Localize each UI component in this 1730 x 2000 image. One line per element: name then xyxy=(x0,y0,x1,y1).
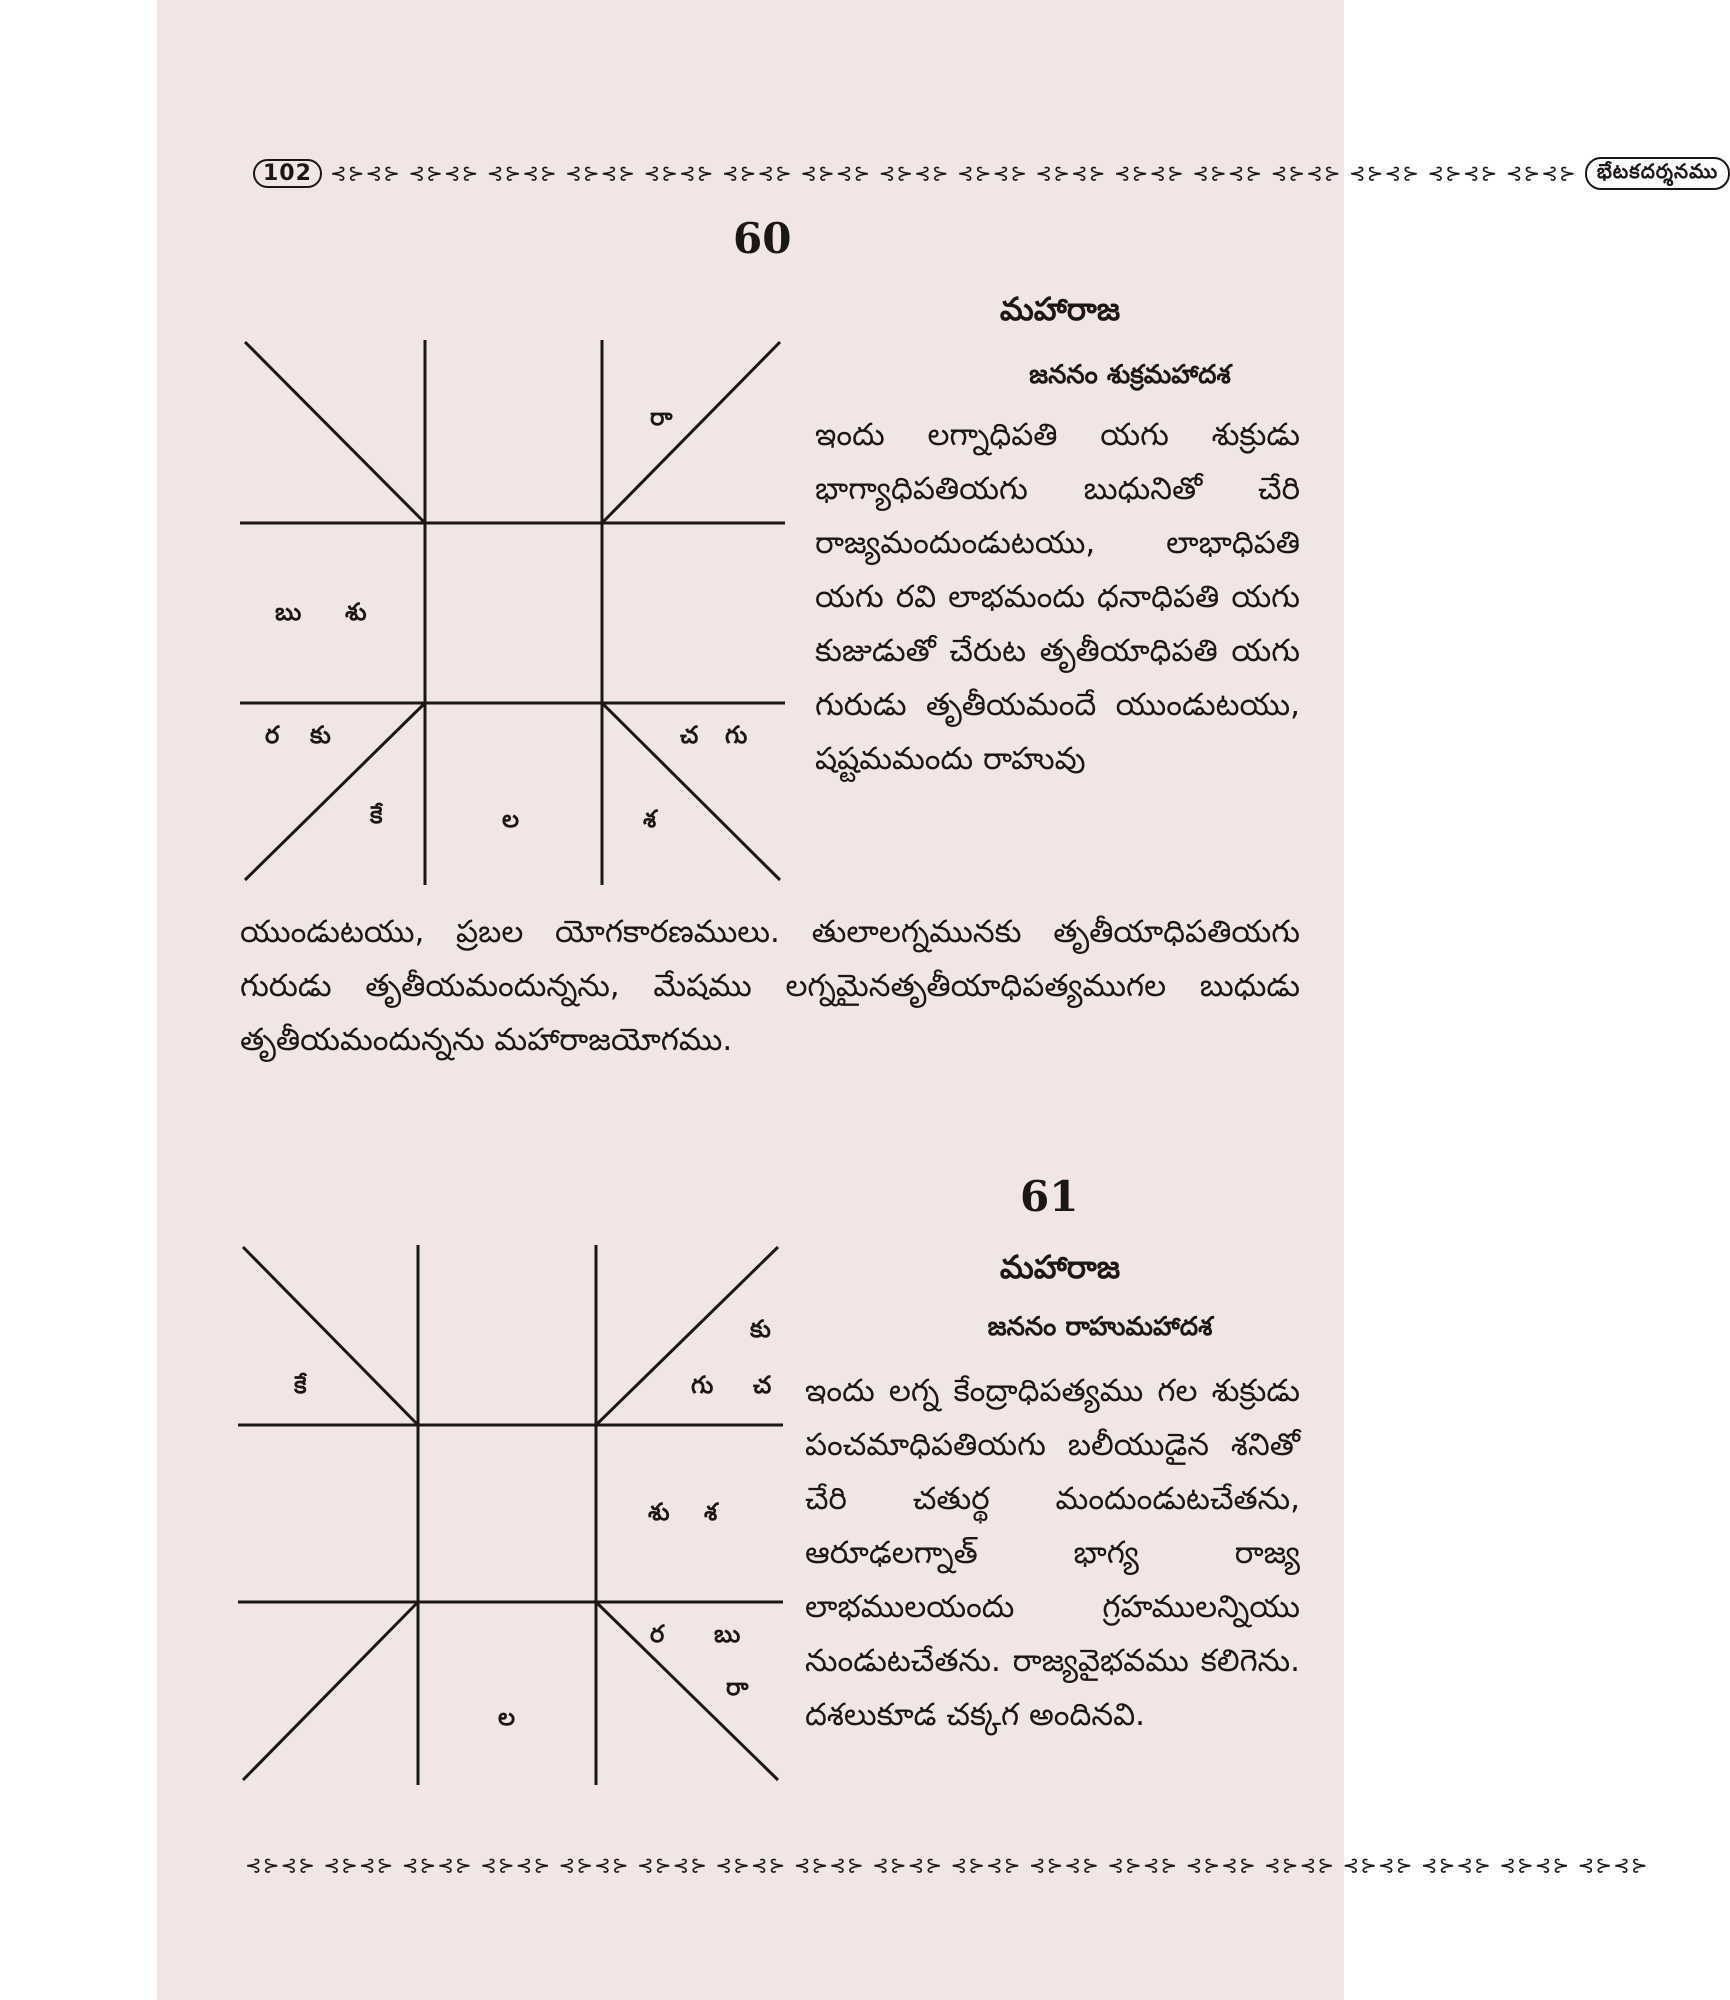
chart60-ra: ర xyxy=(265,721,280,749)
entry-60-number: 60 xyxy=(733,214,792,263)
chart60-gu: గు xyxy=(725,721,748,749)
footer-border xyxy=(245,1848,1649,1882)
footer-ornament: ⊰⊱⊰⊱ ⊰⊱⊰⊱ ⊰⊱⊰⊱ ⊰⊱⊰⊱ ⊰⊱⊰⊱ ⊰⊱⊰⊱ ⊰⊱⊰⊱ ⊰⊱⊰⊱ ⊰⊱⊰⊱ ⊰⊱⊰⊱ ⊰⊱⊰⊱ ⊰⊱⊰⊱ ⊰⊱⊰⊱ ⊰⊱⊰⊱ ⊰⊱⊰⊱ ⊰⊱⊰⊱ ⊰⊱⊰⊱ ⊰⊱⊰⊱ xyxy=(245,1853,1649,1877)
chart60-sha: శ xyxy=(643,805,657,833)
entry-61-horoscope-chart xyxy=(238,1245,783,1785)
chart61-cha: చ xyxy=(753,1371,772,1399)
chart61-sha: శ xyxy=(704,1498,718,1526)
entry-61-title: మహారాజ xyxy=(999,1248,1121,1286)
chart61-la: ల xyxy=(498,1703,516,1731)
chart60-la: ల xyxy=(502,805,520,833)
chart61-bu: బు xyxy=(714,1620,741,1648)
chart60-shu: శు xyxy=(345,598,367,626)
chart60-cha: చ xyxy=(680,721,699,749)
chart60-ku: కు xyxy=(310,721,331,749)
page-number: 102 xyxy=(253,159,322,188)
entry-60-subtitle: జననం శుక్రమహాదశ xyxy=(1029,360,1231,390)
header-ornament: ⊰⊱⊰⊱ ⊰⊱⊰⊱ ⊰⊱⊰⊱ ⊰⊱⊰⊱ ⊰⊱⊰⊱ ⊰⊱⊰⊱ ⊰⊱⊰⊱ ⊰⊱⊰⊱ ⊰⊱⊰⊱ ⊰⊱⊰⊱ ⊰⊱⊰⊱ ⊰⊱⊰⊱ ⊰⊱⊰⊱ ⊰⊱⊰⊱ ⊰⊱⊰⊱ ⊰⊱⊰⊱ xyxy=(329,161,1577,185)
chart61-gu: గు xyxy=(691,1371,714,1399)
chart61-ra-long: రా xyxy=(726,1673,749,1701)
chart60-ra-top: రా xyxy=(650,403,673,431)
entry-60-paragraph-full: యుండుటయు, ప్రబల యోగకారణములు. తులాలగ్నమునకు తృతీయాధిపతియగు గురుడు తృతీయమందున్నను, మేషము లగ్నమైనతృతీయాధిపత్యముగల బుధుడు తృతీయమందున్నను మహారాజయోగము. xyxy=(240,914,1300,1058)
chart61-ke: కే xyxy=(294,1371,307,1399)
entry-61-number: 61 xyxy=(1020,1172,1079,1221)
entry-60-title: మహారాజ xyxy=(999,290,1121,328)
entry-60-paragraph-side: ఇందు లగ్నాధిపతి యగు శుక్రుడు భాగ్యాధిపతియగు బుధునితో చేరి రాజ్యమందుండుటయు, లాభాధిపతి యగు రవి లాభమందు ధనాధిపతి యగు కుజుడుతో చేరుట తృతీయాధిపతి యగు గురుడు తృతీయమందే యుండుటయు, షష్టమమందు రాహువు xyxy=(815,417,1300,777)
book-title: భేటకదర్శనము xyxy=(1585,157,1730,190)
header-border xyxy=(245,156,1719,190)
chart61-ra: ర xyxy=(650,1620,665,1648)
entry-61-paragraph: ఇందు లగ్న కేంద్రాధిపత్యము గల శుక్రుడు పంచమాధిపతియగు బలీయుడైన శనితో చేరి చతుర్థ మందుండుటచేతను, ఆరూఢలగ్నాత్ భాగ్య రాజ్య లాభములయందు గ్రహములన్నియు నుండుటచేతను. రాజ్యవైభవము కలిగెను. దశలుకూడ చక్కగ అందినవి. xyxy=(805,1373,1300,1733)
entry-60-horoscope-chart xyxy=(240,340,785,885)
chart60-bu: బు xyxy=(275,598,302,626)
chart61-shu: శు xyxy=(648,1498,670,1526)
entry-61-subtitle: జననం రాహుమహాదశ xyxy=(987,1312,1213,1342)
chart61-ku: కు xyxy=(750,1315,771,1343)
chart60-ke: కే xyxy=(370,801,383,829)
